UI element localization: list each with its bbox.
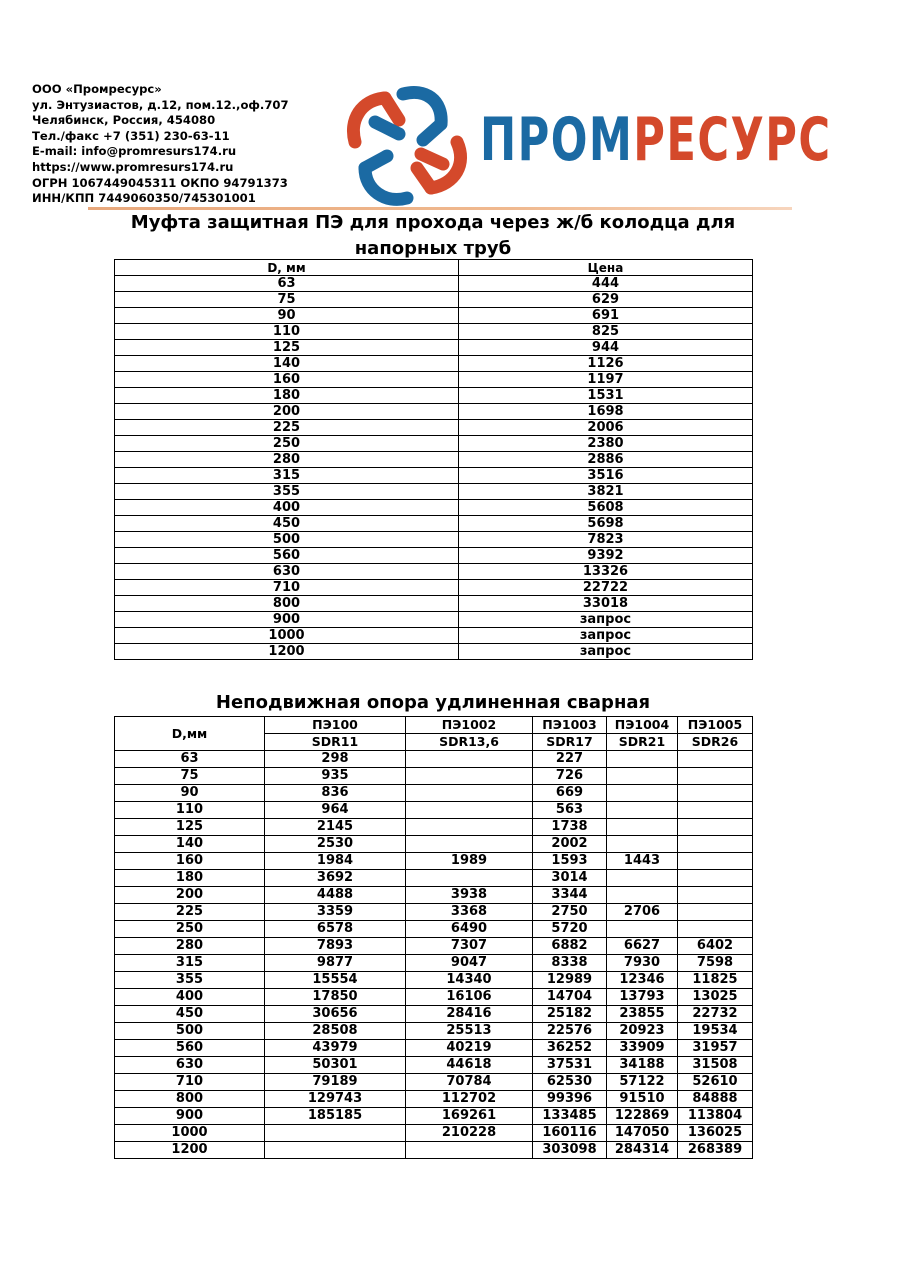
table-row [115, 372, 753, 388]
table-row [115, 516, 753, 532]
price-cell [678, 819, 753, 836]
diameter-cell: 900 [115, 612, 459, 628]
header-diameter: D, мм [115, 260, 459, 276]
price-cell: 3368 [406, 904, 533, 921]
price-cell: 185185 [265, 1108, 406, 1125]
price-cell: 25182 [533, 1006, 607, 1023]
price-cell: 935 [265, 768, 406, 785]
diameter-cell: 280 [115, 938, 265, 955]
company-city: Челябинск, Россия, 454080 [32, 113, 216, 128]
price-cell: 20923 [607, 1023, 678, 1040]
table2-body [115, 751, 753, 1159]
price-cell [678, 768, 753, 785]
diameter-cell: 560 [115, 548, 459, 564]
price-cell: 129743 [265, 1091, 406, 1108]
price-cell: 31957 [678, 1040, 753, 1057]
table-row [115, 836, 753, 853]
price-cell: запрос [459, 628, 753, 644]
price-cell [607, 785, 678, 802]
price-cell [406, 785, 533, 802]
table-row [115, 580, 753, 596]
price-cell [607, 751, 678, 768]
price-cell: 52610 [678, 1074, 753, 1091]
diameter-cell: 900 [115, 1108, 265, 1125]
price-cell: 5608 [459, 500, 753, 516]
table-row [115, 532, 753, 548]
table-row [115, 308, 753, 324]
price-cell: 3359 [265, 904, 406, 921]
price-cell [678, 870, 753, 887]
table1-title: Муфта защитная ПЭ для прохода через ж/б колодца для напорных труб [130, 212, 736, 259]
header-material: ПЭ1005 [678, 717, 753, 734]
price-cell: 16106 [406, 989, 533, 1006]
price-cell: запрос [459, 612, 753, 628]
price-cell [678, 887, 753, 904]
diameter-cell: 500 [115, 1023, 265, 1040]
table-row [115, 955, 753, 972]
price-cell: 136025 [678, 1125, 753, 1142]
brand-part-prom: ПРОМ [480, 105, 634, 175]
diameter-cell: 800 [115, 596, 459, 612]
price-cell: 28508 [265, 1023, 406, 1040]
table-row [115, 870, 753, 887]
table-row [115, 340, 753, 356]
price-cell: запрос [459, 644, 753, 660]
price-cell: 1738 [533, 819, 607, 836]
table-row [115, 853, 753, 870]
price-cell: 43979 [265, 1040, 406, 1057]
price-cell: 227 [533, 751, 607, 768]
price-cell [406, 870, 533, 887]
price-cell: 268389 [678, 1142, 753, 1159]
brand-part-resurs: РЕСУРС [633, 105, 832, 175]
table-row [115, 1040, 753, 1057]
promresurs-logo [345, 80, 865, 210]
price-cell: 44618 [406, 1057, 533, 1074]
price-cell [406, 1142, 533, 1159]
diameter-cell: 160 [115, 372, 459, 388]
company-ogrn: ОГРН 1067449045311 ОКПО 94791373 [32, 175, 288, 190]
price-cell: 40219 [406, 1040, 533, 1057]
table-row [115, 751, 753, 768]
price-cell: 964 [265, 802, 406, 819]
diameter-cell: 75 [115, 768, 265, 785]
price-cell: 2530 [265, 836, 406, 853]
diameter-cell: 75 [115, 292, 459, 308]
diameter-cell: 450 [115, 1006, 265, 1023]
price-cell: 7893 [265, 938, 406, 955]
price-cell: 19534 [678, 1023, 753, 1040]
price-cell [678, 836, 753, 853]
diameter-cell: 560 [115, 1040, 265, 1057]
table-row [115, 388, 753, 404]
diameter-cell: 1200 [115, 644, 459, 660]
price-cell: 3692 [265, 870, 406, 887]
company-name: ООО «Промресурс» [32, 82, 162, 96]
diameter-cell: 225 [115, 420, 459, 436]
price-cell: 944 [459, 340, 753, 356]
price-cell: 9047 [406, 955, 533, 972]
table-row [115, 644, 753, 660]
table-row [115, 356, 753, 372]
table-row [115, 420, 753, 436]
diameter-cell: 280 [115, 452, 459, 468]
diameter-cell: 400 [115, 500, 459, 516]
table1-header-row [115, 260, 753, 276]
price-cell [607, 887, 678, 904]
diameter-cell: 63 [115, 751, 265, 768]
price-cell: 36252 [533, 1040, 607, 1057]
header-sdr: SDR13,6 [406, 734, 533, 751]
table-row [115, 785, 753, 802]
price-cell: 33909 [607, 1040, 678, 1057]
price-cell [607, 819, 678, 836]
table-row [115, 324, 753, 340]
price-cell: 2145 [265, 819, 406, 836]
price-cell: 1126 [459, 356, 753, 372]
price-cell: 7930 [607, 955, 678, 972]
price-cell: 91510 [607, 1091, 678, 1108]
price-cell: 79189 [265, 1074, 406, 1091]
header-sdr: SDR17 [533, 734, 607, 751]
price-cell [607, 768, 678, 785]
header-sdr: SDR11 [265, 734, 406, 751]
price-cell: 836 [265, 785, 406, 802]
diameter-cell: 355 [115, 972, 265, 989]
price-cell: 5720 [533, 921, 607, 938]
price-cell [406, 751, 533, 768]
price-cell [265, 1125, 406, 1142]
price-cell: 133485 [533, 1108, 607, 1125]
price-cell: 31508 [678, 1057, 753, 1074]
price-cell [607, 921, 678, 938]
price-cell: 70784 [406, 1074, 533, 1091]
price-cell [678, 904, 753, 921]
header-material: ПЭ1004 [607, 717, 678, 734]
price-cell: 1984 [265, 853, 406, 870]
price-cell: 22722 [459, 580, 753, 596]
price-cell: 62530 [533, 1074, 607, 1091]
price-cell: 13326 [459, 564, 753, 580]
table-row [115, 404, 753, 420]
table-row [115, 768, 753, 785]
company-phone: Тел./факс +7 (351) 230-63-11 [32, 128, 230, 143]
table-row [115, 564, 753, 580]
price-cell: 1593 [533, 853, 607, 870]
price-cell: 6490 [406, 921, 533, 938]
price-cell: 1443 [607, 853, 678, 870]
price-cell: 5698 [459, 516, 753, 532]
price-cell: 691 [459, 308, 753, 324]
header-material: ПЭ100 [265, 717, 406, 734]
diameter-cell: 125 [115, 340, 459, 356]
diameter-cell: 400 [115, 989, 265, 1006]
table-row [115, 1142, 753, 1159]
diameter-cell: 710 [115, 1074, 265, 1091]
price-cell [678, 802, 753, 819]
diameter-cell: 63 [115, 276, 459, 292]
price-cell [607, 836, 678, 853]
price-cell [406, 836, 533, 853]
price-cell: 9392 [459, 548, 753, 564]
table-row [115, 1108, 753, 1125]
price-cell: 99396 [533, 1091, 607, 1108]
price-cell: 3821 [459, 484, 753, 500]
table-row [115, 972, 753, 989]
header-sdr: SDR21 [607, 734, 678, 751]
table-row [115, 436, 753, 452]
table-row [115, 276, 753, 292]
price-cell: 14704 [533, 989, 607, 1006]
diameter-cell: 110 [115, 802, 265, 819]
price-cell: 113804 [678, 1108, 753, 1125]
company-inn: ИНН/КПП 7449060350/745301001 [32, 191, 256, 206]
price-cell: 7307 [406, 938, 533, 955]
logo-emblem-icon [345, 80, 475, 210]
header-diameter-2: D,мм [115, 717, 265, 751]
header-price: Цена [459, 260, 753, 276]
price-cell: 160116 [533, 1125, 607, 1142]
table-row [115, 628, 753, 644]
diameter-cell: 450 [115, 516, 459, 532]
price-cell: 2380 [459, 436, 753, 452]
price-cell: 2750 [533, 904, 607, 921]
price-cell: 2706 [607, 904, 678, 921]
table-row [115, 452, 753, 468]
diameter-cell: 180 [115, 870, 265, 887]
table-row [115, 1091, 753, 1108]
price-cell: 210228 [406, 1125, 533, 1142]
diameter-cell: 250 [115, 436, 459, 452]
price-cell: 112702 [406, 1091, 533, 1108]
price-cell: 669 [533, 785, 607, 802]
price-cell: 12346 [607, 972, 678, 989]
price-cell: 28416 [406, 1006, 533, 1023]
price-cell: 3516 [459, 468, 753, 484]
table-row [115, 1074, 753, 1091]
price-cell: 50301 [265, 1057, 406, 1074]
price-cell: 3938 [406, 887, 533, 904]
price-cell: 2002 [533, 836, 607, 853]
brand-name [480, 105, 831, 175]
diameter-cell: 200 [115, 404, 459, 420]
price-cell: 6402 [678, 938, 753, 955]
coupling-price-table [114, 259, 753, 660]
table-row [115, 612, 753, 628]
price-cell: 303098 [533, 1142, 607, 1159]
diameter-cell: 315 [115, 955, 265, 972]
price-cell: 25513 [406, 1023, 533, 1040]
diameter-cell: 250 [115, 921, 265, 938]
price-cell: 7598 [678, 955, 753, 972]
price-cell [607, 870, 678, 887]
header-sdr: SDR26 [678, 734, 753, 751]
diameter-cell: 1200 [115, 1142, 265, 1159]
diameter-cell: 125 [115, 819, 265, 836]
price-cell: 122869 [607, 1108, 678, 1125]
diameter-cell: 90 [115, 308, 459, 324]
price-cell: 37531 [533, 1057, 607, 1074]
price-cell: 3344 [533, 887, 607, 904]
diameter-cell: 180 [115, 388, 459, 404]
table-row [115, 887, 753, 904]
price-cell: 9877 [265, 955, 406, 972]
diameter-cell: 225 [115, 904, 265, 921]
table-row [115, 1057, 753, 1074]
price-cell: 22576 [533, 1023, 607, 1040]
table-row [115, 292, 753, 308]
price-cell: 22732 [678, 1006, 753, 1023]
table-row [115, 1125, 753, 1142]
table-row [115, 1006, 753, 1023]
diameter-cell: 1000 [115, 1125, 265, 1142]
price-cell: 563 [533, 802, 607, 819]
table-row [115, 1023, 753, 1040]
table-row [115, 500, 753, 516]
diameter-cell: 355 [115, 484, 459, 500]
table-row [115, 484, 753, 500]
diameter-cell: 315 [115, 468, 459, 484]
price-cell: 30656 [265, 1006, 406, 1023]
diameter-cell: 200 [115, 887, 265, 904]
price-cell: 14340 [406, 972, 533, 989]
price-cell [406, 802, 533, 819]
table1-body [115, 276, 753, 660]
support-price-table [114, 716, 753, 1159]
price-cell: 13025 [678, 989, 753, 1006]
price-cell: 298 [265, 751, 406, 768]
diameter-cell: 630 [115, 564, 459, 580]
price-cell [406, 768, 533, 785]
price-cell: 1698 [459, 404, 753, 420]
company-email[interactable]: E-mail: info@promresurs174.ru [32, 144, 237, 159]
price-cell: 3014 [533, 870, 607, 887]
diameter-cell: 800 [115, 1091, 265, 1108]
price-cell: 11825 [678, 972, 753, 989]
price-cell: 13793 [607, 989, 678, 1006]
table-row [115, 989, 753, 1006]
table-row [115, 904, 753, 921]
price-cell [678, 921, 753, 938]
diameter-cell: 140 [115, 356, 459, 372]
diameter-cell: 110 [115, 324, 459, 340]
table-row [115, 596, 753, 612]
price-cell [678, 853, 753, 870]
diameter-cell: 630 [115, 1057, 265, 1074]
price-cell: 284314 [607, 1142, 678, 1159]
price-cell: 629 [459, 292, 753, 308]
table-row [115, 548, 753, 564]
diameter-cell: 140 [115, 836, 265, 853]
price-cell: 6578 [265, 921, 406, 938]
price-cell: 444 [459, 276, 753, 292]
table-row [115, 468, 753, 484]
price-cell [607, 802, 678, 819]
table-row [115, 921, 753, 938]
price-cell: 4488 [265, 887, 406, 904]
diameter-cell: 710 [115, 580, 459, 596]
price-cell [678, 785, 753, 802]
price-cell: 34188 [607, 1057, 678, 1074]
price-cell: 1197 [459, 372, 753, 388]
company-website[interactable]: https://www.promresurs174.ru [32, 159, 234, 174]
price-cell: 8338 [533, 955, 607, 972]
price-cell [406, 819, 533, 836]
table-row [115, 819, 753, 836]
diameter-cell: 1000 [115, 628, 459, 644]
price-cell: 726 [533, 768, 607, 785]
diameter-cell: 500 [115, 532, 459, 548]
company-info [32, 82, 322, 207]
diameter-cell: 90 [115, 785, 265, 802]
table2-material-row [115, 717, 753, 734]
price-cell: 825 [459, 324, 753, 340]
price-cell: 2886 [459, 452, 753, 468]
diameter-cell: 160 [115, 853, 265, 870]
price-cell: 57122 [607, 1074, 678, 1091]
price-cell: 147050 [607, 1125, 678, 1142]
price-cell: 84888 [678, 1091, 753, 1108]
price-cell: 1989 [406, 853, 533, 870]
price-cell: 6882 [533, 938, 607, 955]
price-cell: 1531 [459, 388, 753, 404]
header-material: ПЭ1002 [406, 717, 533, 734]
company-address: ул. Энтузиастов, д.12, пом.12.,оф.707 [32, 97, 289, 112]
header-material: ПЭ1003 [533, 717, 607, 734]
price-cell [678, 751, 753, 768]
price-cell: 15554 [265, 972, 406, 989]
price-cell: 169261 [406, 1108, 533, 1125]
price-cell: 12989 [533, 972, 607, 989]
price-cell [265, 1142, 406, 1159]
price-cell: 6627 [607, 938, 678, 955]
price-cell: 2006 [459, 420, 753, 436]
table2-title: Неподвижная опора удлиненная сварная [215, 692, 651, 713]
table-row [115, 938, 753, 955]
table-row [115, 802, 753, 819]
price-cell: 7823 [459, 532, 753, 548]
price-cell: 33018 [459, 596, 753, 612]
price-cell: 17850 [265, 989, 406, 1006]
price-cell: 23855 [607, 1006, 678, 1023]
